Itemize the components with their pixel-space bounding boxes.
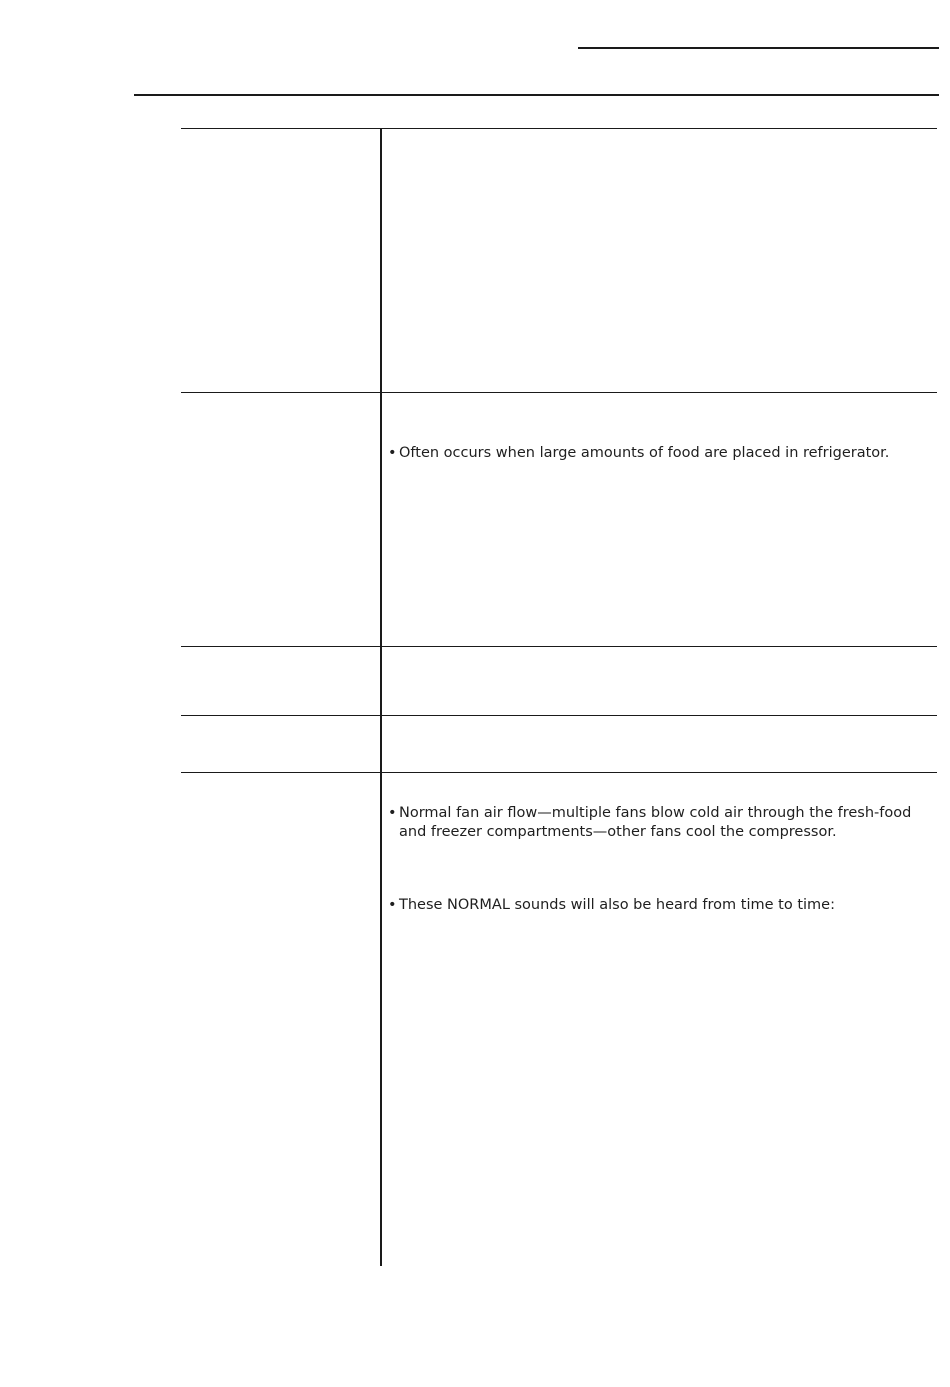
row-divider <box>181 772 937 773</box>
cause-item <box>388 804 933 842</box>
bullet-icon: • <box>388 805 397 821</box>
row-divider <box>181 392 937 393</box>
cause-item <box>388 444 933 463</box>
row-divider <box>181 715 937 716</box>
cause-text: These NORMAL sounds will also be heard from time to time: <box>399 897 835 913</box>
table-top-rule <box>181 128 937 129</box>
column-divider <box>380 129 382 1266</box>
cause-text: Often occurs when large amounts of food are placed in refrigerator. <box>399 445 890 461</box>
cause-text: Normal fan air flow—multiple fans blow cold air through the fresh-food and freezer compartments—other fans cool the compressor. <box>399 805 912 840</box>
header-section-rule <box>134 94 939 96</box>
cause-item <box>388 896 933 915</box>
row-divider <box>181 646 937 647</box>
bullet-icon: • <box>388 445 397 461</box>
bullet-icon: • <box>388 897 397 913</box>
header-top-rule <box>578 47 939 49</box>
